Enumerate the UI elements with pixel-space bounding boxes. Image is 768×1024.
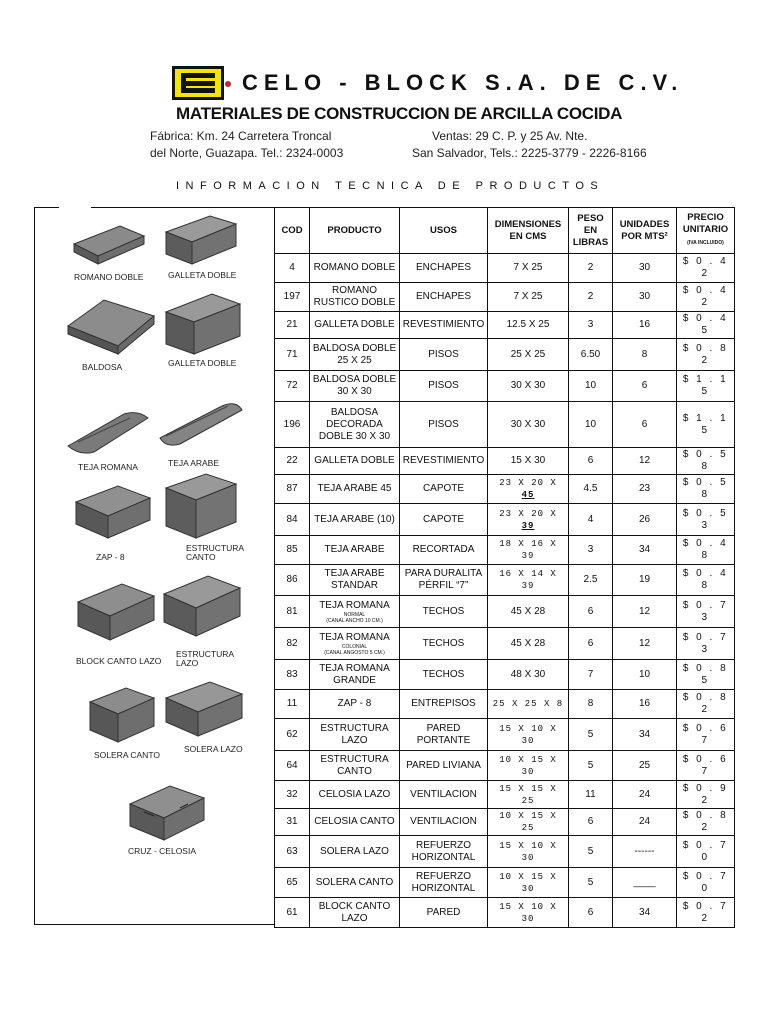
cell-usos: PISOS (400, 339, 488, 371)
company-name: CELO - BLOCK S.A. DE C.V. (242, 70, 684, 95)
table-row (275, 751, 735, 781)
cell-producto (310, 628, 400, 660)
col-usos: USOS (400, 208, 488, 254)
table-row (275, 596, 735, 628)
cell-peso: 2 (569, 254, 613, 283)
cell-producto: ZAP - 8 (310, 690, 400, 719)
cell-dimensiones: 18 X 16 X 39 (488, 536, 569, 565)
cell-usos: ENCHAPES (400, 283, 488, 312)
cell-unidades: ------ (613, 836, 677, 868)
cell-precio: $ 0 . 7 0 (677, 868, 735, 898)
cell-producto: SOLERA CANTO (310, 868, 400, 898)
cell-cod: 83 (275, 660, 310, 690)
cell-unidades: ____ (613, 868, 677, 898)
label-galleta-doble-2: GALLETA DOBLE (168, 358, 237, 368)
cell-precio: $ 0 . 8 5 (677, 660, 735, 690)
cell-dimensiones (488, 475, 569, 504)
cell-unidades: 23 (613, 475, 677, 504)
factory-address (150, 128, 343, 162)
col-cod: COD (275, 208, 310, 254)
cell-peso: 11 (569, 781, 613, 809)
cell-dimensiones: 15 X 10 X 30 (488, 719, 569, 751)
cell-peso: 10 (569, 402, 613, 448)
cell-unidades: 6 (613, 371, 677, 402)
cell-producto: TEJA ARABE (10) (310, 504, 400, 536)
cell-usos: REFUERZO HORIZONTAL (400, 868, 488, 898)
table-row (275, 565, 735, 596)
cell-producto: BALDOSA DECORADA DOBLE 30 X 30 (310, 402, 400, 448)
producto-name: TEJA ROMANA (319, 631, 390, 643)
cell-precio: $ 0 . 6 7 (677, 751, 735, 781)
table-row (275, 868, 735, 898)
cell-producto: BALDOSA DOBLE 25 X 25 (310, 339, 400, 371)
cell-cod: 22 (275, 448, 310, 475)
estructura-lazo-image (160, 572, 244, 642)
cell-cod: 196 (275, 402, 310, 448)
cell-precio: $ 0 . 7 3 (677, 628, 735, 660)
label-baldosa: BALDOSA (82, 362, 123, 372)
cell-dimensiones: 7 X 25 (488, 283, 569, 312)
cell-peso: 3 (569, 536, 613, 565)
cell-precio: $ 0 . 7 2 (677, 898, 735, 928)
cell-dimensiones: 16 X 14 X 39 (488, 565, 569, 596)
cell-producto: GALLETA DOBLE (310, 448, 400, 475)
section-title: INFORMACION TECNICA DE PRODUCTOS (176, 180, 605, 192)
cell-peso: 6.50 (569, 339, 613, 371)
sales-line-1: Ventas: 29 C. P. y 25 Av. Nte. (432, 129, 588, 143)
cell-usos: VENTILACION (400, 809, 488, 836)
teja-arabe-image (156, 398, 246, 450)
dim-value-underlined: 45 (521, 490, 535, 500)
cell-usos: VENTILACION (400, 781, 488, 809)
cell-unidades: 6 (613, 402, 677, 448)
cell-usos: ENTREPISOS (400, 690, 488, 719)
cell-precio: $ 0 . 8 2 (677, 809, 735, 836)
cell-usos: REVESTIMIENTO (400, 448, 488, 475)
cell-unidades: 30 (613, 254, 677, 283)
cell-cod: 197 (275, 283, 310, 312)
cell-usos: PARED (400, 898, 488, 928)
cell-dimensiones: 10 X 15 X 30 (488, 868, 569, 898)
producto-note: COLONIAL (341, 643, 368, 650)
cell-cod: 32 (275, 781, 310, 809)
cell-unidades: 12 (613, 448, 677, 475)
cell-producto: ROMANO RUSTICO DOBLE (310, 283, 400, 312)
cell-precio: $ 1 . 1 5 (677, 402, 735, 448)
cell-peso: 5 (569, 836, 613, 868)
cell-peso: 6 (569, 809, 613, 836)
table-row (275, 536, 735, 565)
cell-precio: $ 0 . 5 8 (677, 475, 735, 504)
col-producto: PRODUCTO (310, 208, 400, 254)
products-table (274, 207, 735, 928)
cell-producto: BLOCK CANTO LAZO (310, 898, 400, 928)
baldosa-image (64, 296, 158, 358)
cell-peso: 2.5 (569, 565, 613, 596)
cell-peso: 5 (569, 719, 613, 751)
cell-dimensiones: 15 X 10 X 30 (488, 836, 569, 868)
cell-cod: 85 (275, 536, 310, 565)
cell-producto: TEJA ARABE STANDAR (310, 565, 400, 596)
cell-cod: 71 (275, 339, 310, 371)
table-row (275, 402, 735, 448)
cell-unidades: 16 (613, 690, 677, 719)
table-row (275, 809, 735, 836)
cell-usos: CAPOTE (400, 504, 488, 536)
label-solera-canto: SOLERA CANTO (94, 750, 160, 760)
cell-precio: $ 0 . 8 2 (677, 690, 735, 719)
cell-unidades: 26 (613, 504, 677, 536)
cell-cod: 81 (275, 596, 310, 628)
table-row (275, 475, 735, 504)
col-dimensiones: DIMENSIONES EN CMS (488, 208, 569, 254)
sales-line-2: San Salvador, Tels.: 2225-3779 - 2226-8166 (412, 146, 647, 160)
table-row (275, 660, 735, 690)
table-row (275, 448, 735, 475)
estructura-canto-image (162, 470, 242, 542)
cell-dimensiones: 45 X 28 (488, 596, 569, 628)
table-row (275, 504, 735, 536)
block-canto-lazo-image (74, 580, 158, 646)
cell-cod: 62 (275, 719, 310, 751)
cell-producto: ESTRUCTURA LAZO (310, 719, 400, 751)
solera-lazo-image (162, 678, 246, 740)
label-estructura-canto: ESTRUCTURA CANTO (186, 543, 244, 562)
cell-producto: ESTRUCTURA CANTO (310, 751, 400, 781)
cell-precio: $ 0 . 7 3 (677, 596, 735, 628)
producto-name: TEJA ROMANA (319, 599, 390, 611)
cell-producto: TEJA ARABE (310, 536, 400, 565)
cell-cod: 65 (275, 868, 310, 898)
cell-usos: PARED LIVIANA (400, 751, 488, 781)
cell-precio: $ 0 . 4 8 (677, 565, 735, 596)
logo-dot (225, 81, 231, 87)
cell-dimensiones: 10 X 15 X 25 (488, 809, 569, 836)
cell-peso: 4.5 (569, 475, 613, 504)
cell-peso: 6 (569, 628, 613, 660)
cell-precio: $ 0 . 9 2 (677, 781, 735, 809)
cell-producto: TEJA ROMANA GRANDE (310, 660, 400, 690)
cell-precio: $ 0 . 4 2 (677, 254, 735, 283)
cell-producto: GALLETA DOBLE (310, 312, 400, 339)
table-row (275, 836, 735, 868)
cell-usos: PARA DURALITA PÉRFIL “7” (400, 565, 488, 596)
cell-usos: PISOS (400, 371, 488, 402)
cell-peso: 7 (569, 660, 613, 690)
cell-precio: $ 0 . 4 8 (677, 536, 735, 565)
cell-producto: CELOSIA LAZO (310, 781, 400, 809)
cell-producto: BALDOSA DOBLE 30 X 30 (310, 371, 400, 402)
cell-dimensiones: 30 X 30 (488, 371, 569, 402)
label-zap-8: ZAP - 8 (96, 552, 125, 562)
cell-cod: 61 (275, 898, 310, 928)
cell-producto (310, 596, 400, 628)
cell-peso: 6 (569, 596, 613, 628)
cell-cod: 82 (275, 628, 310, 660)
company-logo (172, 66, 224, 100)
cell-unidades: 16 (613, 312, 677, 339)
cell-dimensiones (488, 504, 569, 536)
cell-peso: 5 (569, 868, 613, 898)
cell-dimensiones: 7 X 25 (488, 254, 569, 283)
factory-line-2: del Norte, Guazapa. Tel.: 2324-0003 (150, 146, 344, 160)
cell-peso: 4 (569, 504, 613, 536)
factory-line-1: Fábrica: Km. 24 Carretera Troncal (150, 129, 332, 143)
cell-dimensiones: 45 X 28 (488, 628, 569, 660)
cell-producto: TEJA ARABE 45 (310, 475, 400, 504)
table-header-row (275, 208, 735, 254)
cell-peso: 6 (569, 448, 613, 475)
cell-unidades: 34 (613, 898, 677, 928)
cell-usos: TECHOS (400, 596, 488, 628)
cell-precio: $ 0 . 5 3 (677, 504, 735, 536)
table-row (275, 312, 735, 339)
cell-precio: $ 0 . 7 0 (677, 836, 735, 868)
cell-unidades: 34 (613, 719, 677, 751)
producto-note: (CANAL ANGOSTO 5 CM.) (324, 649, 385, 656)
cell-peso: 5 (569, 751, 613, 781)
cell-usos: REVESTIMIENTO (400, 312, 488, 339)
label-block-canto-lazo: BLOCK CANTO LAZO (76, 656, 162, 666)
romano-doble-image (68, 222, 152, 266)
cell-peso: 2 (569, 283, 613, 312)
cell-producto: SOLERA LAZO (310, 836, 400, 868)
label-galleta-doble-1: GALLETA DOBLE (168, 270, 237, 280)
cell-peso: 10 (569, 371, 613, 402)
cell-dimensiones: 15 X 10 X 30 (488, 898, 569, 928)
cell-dimensiones: 25 X 25 (488, 339, 569, 371)
label-estructura-lazo: ESTRUCTURA LAZO (176, 649, 234, 668)
cell-cod: 31 (275, 809, 310, 836)
cell-unidades: 12 (613, 628, 677, 660)
cell-usos: REFUERZO HORIZONTAL (400, 836, 488, 868)
cell-cod: 63 (275, 836, 310, 868)
label-romano-doble: ROMANO DOBLE (74, 272, 144, 282)
teja-romana-image (64, 408, 154, 456)
cell-cod: 86 (275, 565, 310, 596)
table-row (275, 690, 735, 719)
cell-usos: TECHOS (400, 628, 488, 660)
cell-peso: 8 (569, 690, 613, 719)
cell-usos: ENCHAPES (400, 254, 488, 283)
cell-cod: 87 (275, 475, 310, 504)
col-peso: PESO EN LIBRAS (569, 208, 613, 254)
table-row (275, 339, 735, 371)
cell-precio: $ 0 . 4 5 (677, 312, 735, 339)
dim-value: 23 X 20 X (499, 478, 557, 488)
cell-dimensiones: 15 X 30 (488, 448, 569, 475)
cell-producto: ROMANO DOBLE (310, 254, 400, 283)
table-row (275, 719, 735, 751)
table-row (275, 898, 735, 928)
cell-unidades: 19 (613, 565, 677, 596)
cell-usos: TECHOS (400, 660, 488, 690)
cruz-celosia-image (124, 782, 208, 844)
cell-peso: 3 (569, 312, 613, 339)
cell-unidades: 30 (613, 283, 677, 312)
cell-unidades: 24 (613, 809, 677, 836)
cell-precio: $ 0 . 5 8 (677, 448, 735, 475)
table-row (275, 781, 735, 809)
producto-note: (CANAL ANCHO 10 CM.) (326, 617, 383, 624)
cell-precio: $ 1 . 1 5 (677, 371, 735, 402)
cell-dimensiones: 48 X 30 (488, 660, 569, 690)
cell-unidades: 24 (613, 781, 677, 809)
cell-unidades: 12 (613, 596, 677, 628)
table-row (275, 254, 735, 283)
cell-dimensiones: 12.5 X 25 (488, 312, 569, 339)
company-subtitle: MATERIALES DE CONSTRUCCION DE ARCILLA COCIDA (176, 104, 623, 123)
cell-unidades: 34 (613, 536, 677, 565)
cell-unidades: 25 (613, 751, 677, 781)
cell-precio: $ 0 . 6 7 (677, 719, 735, 751)
cell-cod: 11 (275, 690, 310, 719)
label-solera-lazo: SOLERA LAZO (184, 744, 243, 754)
cell-unidades: 8 (613, 339, 677, 371)
label-teja-arabe: TEJA ARABE (168, 458, 220, 468)
table-row (275, 283, 735, 312)
cell-precio: $ 0 . 4 2 (677, 283, 735, 312)
cell-peso: 6 (569, 898, 613, 928)
cell-dimensiones: 25 X 25 X 8 (488, 690, 569, 719)
table-row (275, 628, 735, 660)
cell-usos: CAPOTE (400, 475, 488, 504)
label-teja-romana: TEJA ROMANA (78, 462, 138, 472)
cell-producto: CELOSIA CANTO (310, 809, 400, 836)
cell-cod: 64 (275, 751, 310, 781)
cell-usos: PARED PORTANTE (400, 719, 488, 751)
sales-address (412, 128, 647, 162)
galleta-doble-image-1 (160, 212, 242, 268)
precio-label: PRECIO UNITARIO (682, 212, 729, 235)
cell-precio: $ 0 . 8 2 (677, 339, 735, 371)
col-unidades: UNIDADES POR MTS² (613, 208, 677, 254)
dim-value-underlined: 39 (521, 520, 535, 531)
cell-usos: RECORTADA (400, 536, 488, 565)
producto-note: NORMAL (343, 611, 366, 618)
cell-cod: 21 (275, 312, 310, 339)
cell-cod: 84 (275, 504, 310, 536)
solera-canto-image (86, 684, 158, 746)
cell-dimensiones: 15 X 15 X 25 (488, 781, 569, 809)
cell-usos: PISOS (400, 402, 488, 448)
cell-dimensiones: 10 X 15 X 30 (488, 751, 569, 781)
col-precio (677, 208, 735, 254)
cell-unidades: 10 (613, 660, 677, 690)
precio-note: (IVA INCLUIDO) (687, 240, 724, 246)
table-row (275, 371, 735, 402)
dim-value: 23 X 20 X (499, 508, 557, 519)
label-cruz-celosia: CRUZ - CELOSIA (128, 846, 197, 856)
cell-cod: 72 (275, 371, 310, 402)
cell-dimensiones: 30 X 30 (488, 402, 569, 448)
galleta-doble-image-2 (162, 290, 246, 358)
zap-8-image (72, 480, 154, 544)
cell-cod: 4 (275, 254, 310, 283)
